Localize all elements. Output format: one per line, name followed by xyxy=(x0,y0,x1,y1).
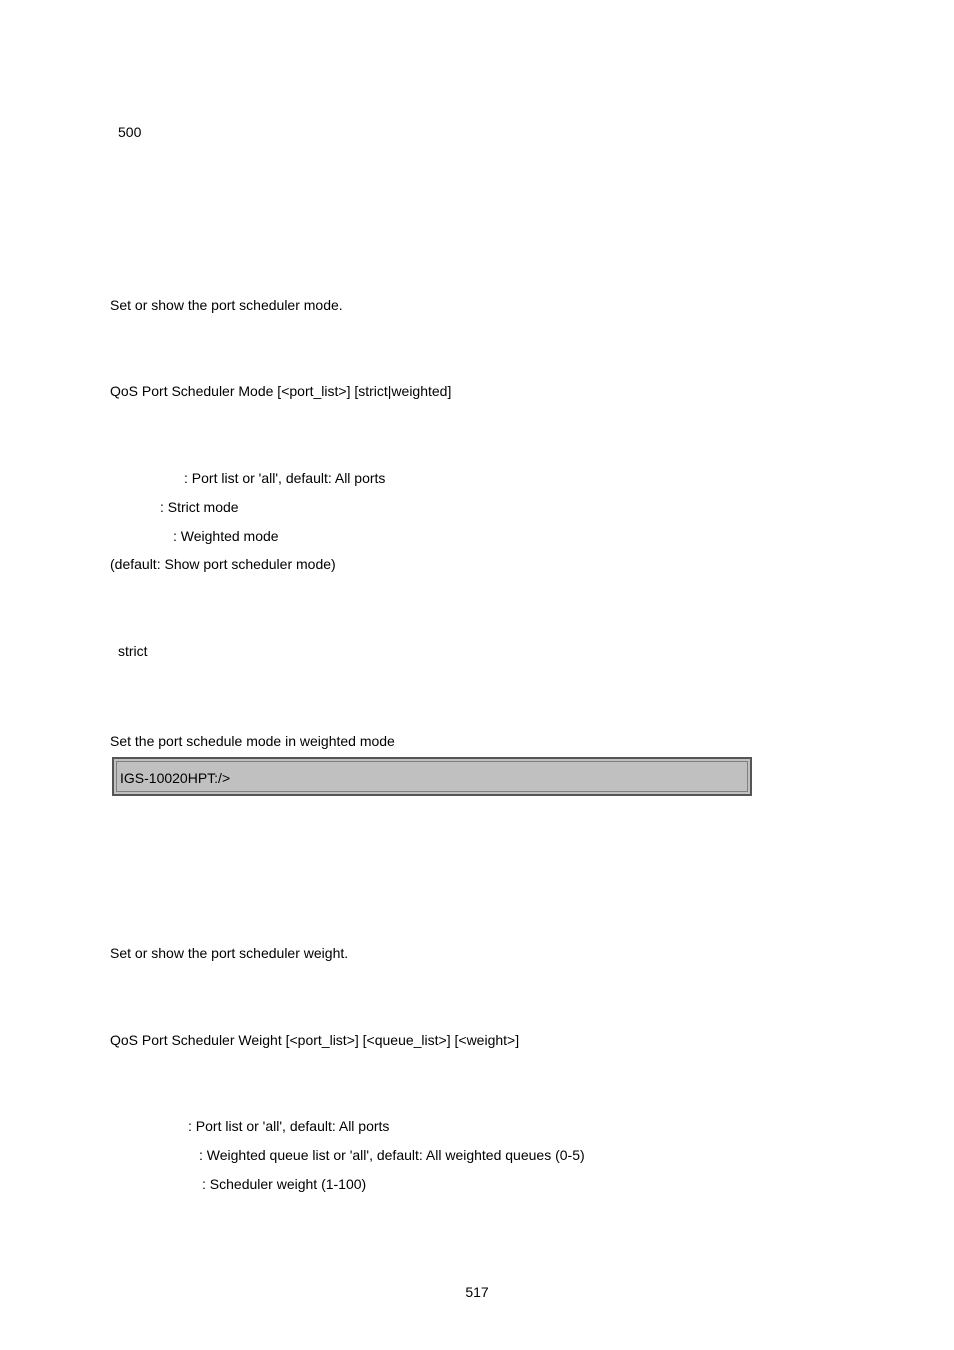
default-value-500: 500 xyxy=(118,124,142,140)
mode-param-default: (default: Show port scheduler mode) xyxy=(110,556,336,572)
console-example-inner xyxy=(116,761,748,792)
mode-example-title: Set the port schedule mode in weighted mode xyxy=(110,733,395,749)
mode-description: Set or show the port scheduler mode. xyxy=(110,297,343,313)
mode-syntax: QoS Port Scheduler Mode [<port_list>] [strict|weighted] xyxy=(110,383,452,399)
console-prompt: IGS-10020HPT:/> xyxy=(120,770,231,786)
weight-param-port-list: : Port list or 'all', default: All ports xyxy=(188,1118,390,1134)
page-number: 517 xyxy=(465,1284,489,1300)
weight-param-weight: : Scheduler weight (1-100) xyxy=(202,1176,367,1192)
mode-param-port-list: : Port list or 'all', default: All ports xyxy=(184,470,386,486)
weight-param-queue-list: : Weighted queue list or 'all', default: All weighted queues (0-5) xyxy=(199,1147,585,1163)
console-example-box xyxy=(112,757,752,796)
weight-syntax: QoS Port Scheduler Weight [<port_list>] [<queue_list>] [<weight>] xyxy=(110,1032,520,1048)
default-value-strict: strict xyxy=(118,643,148,659)
mode-param-strict: : Strict mode xyxy=(160,499,239,515)
weight-description: Set or show the port scheduler weight. xyxy=(110,945,349,961)
mode-param-weighted: : Weighted mode xyxy=(173,528,279,544)
